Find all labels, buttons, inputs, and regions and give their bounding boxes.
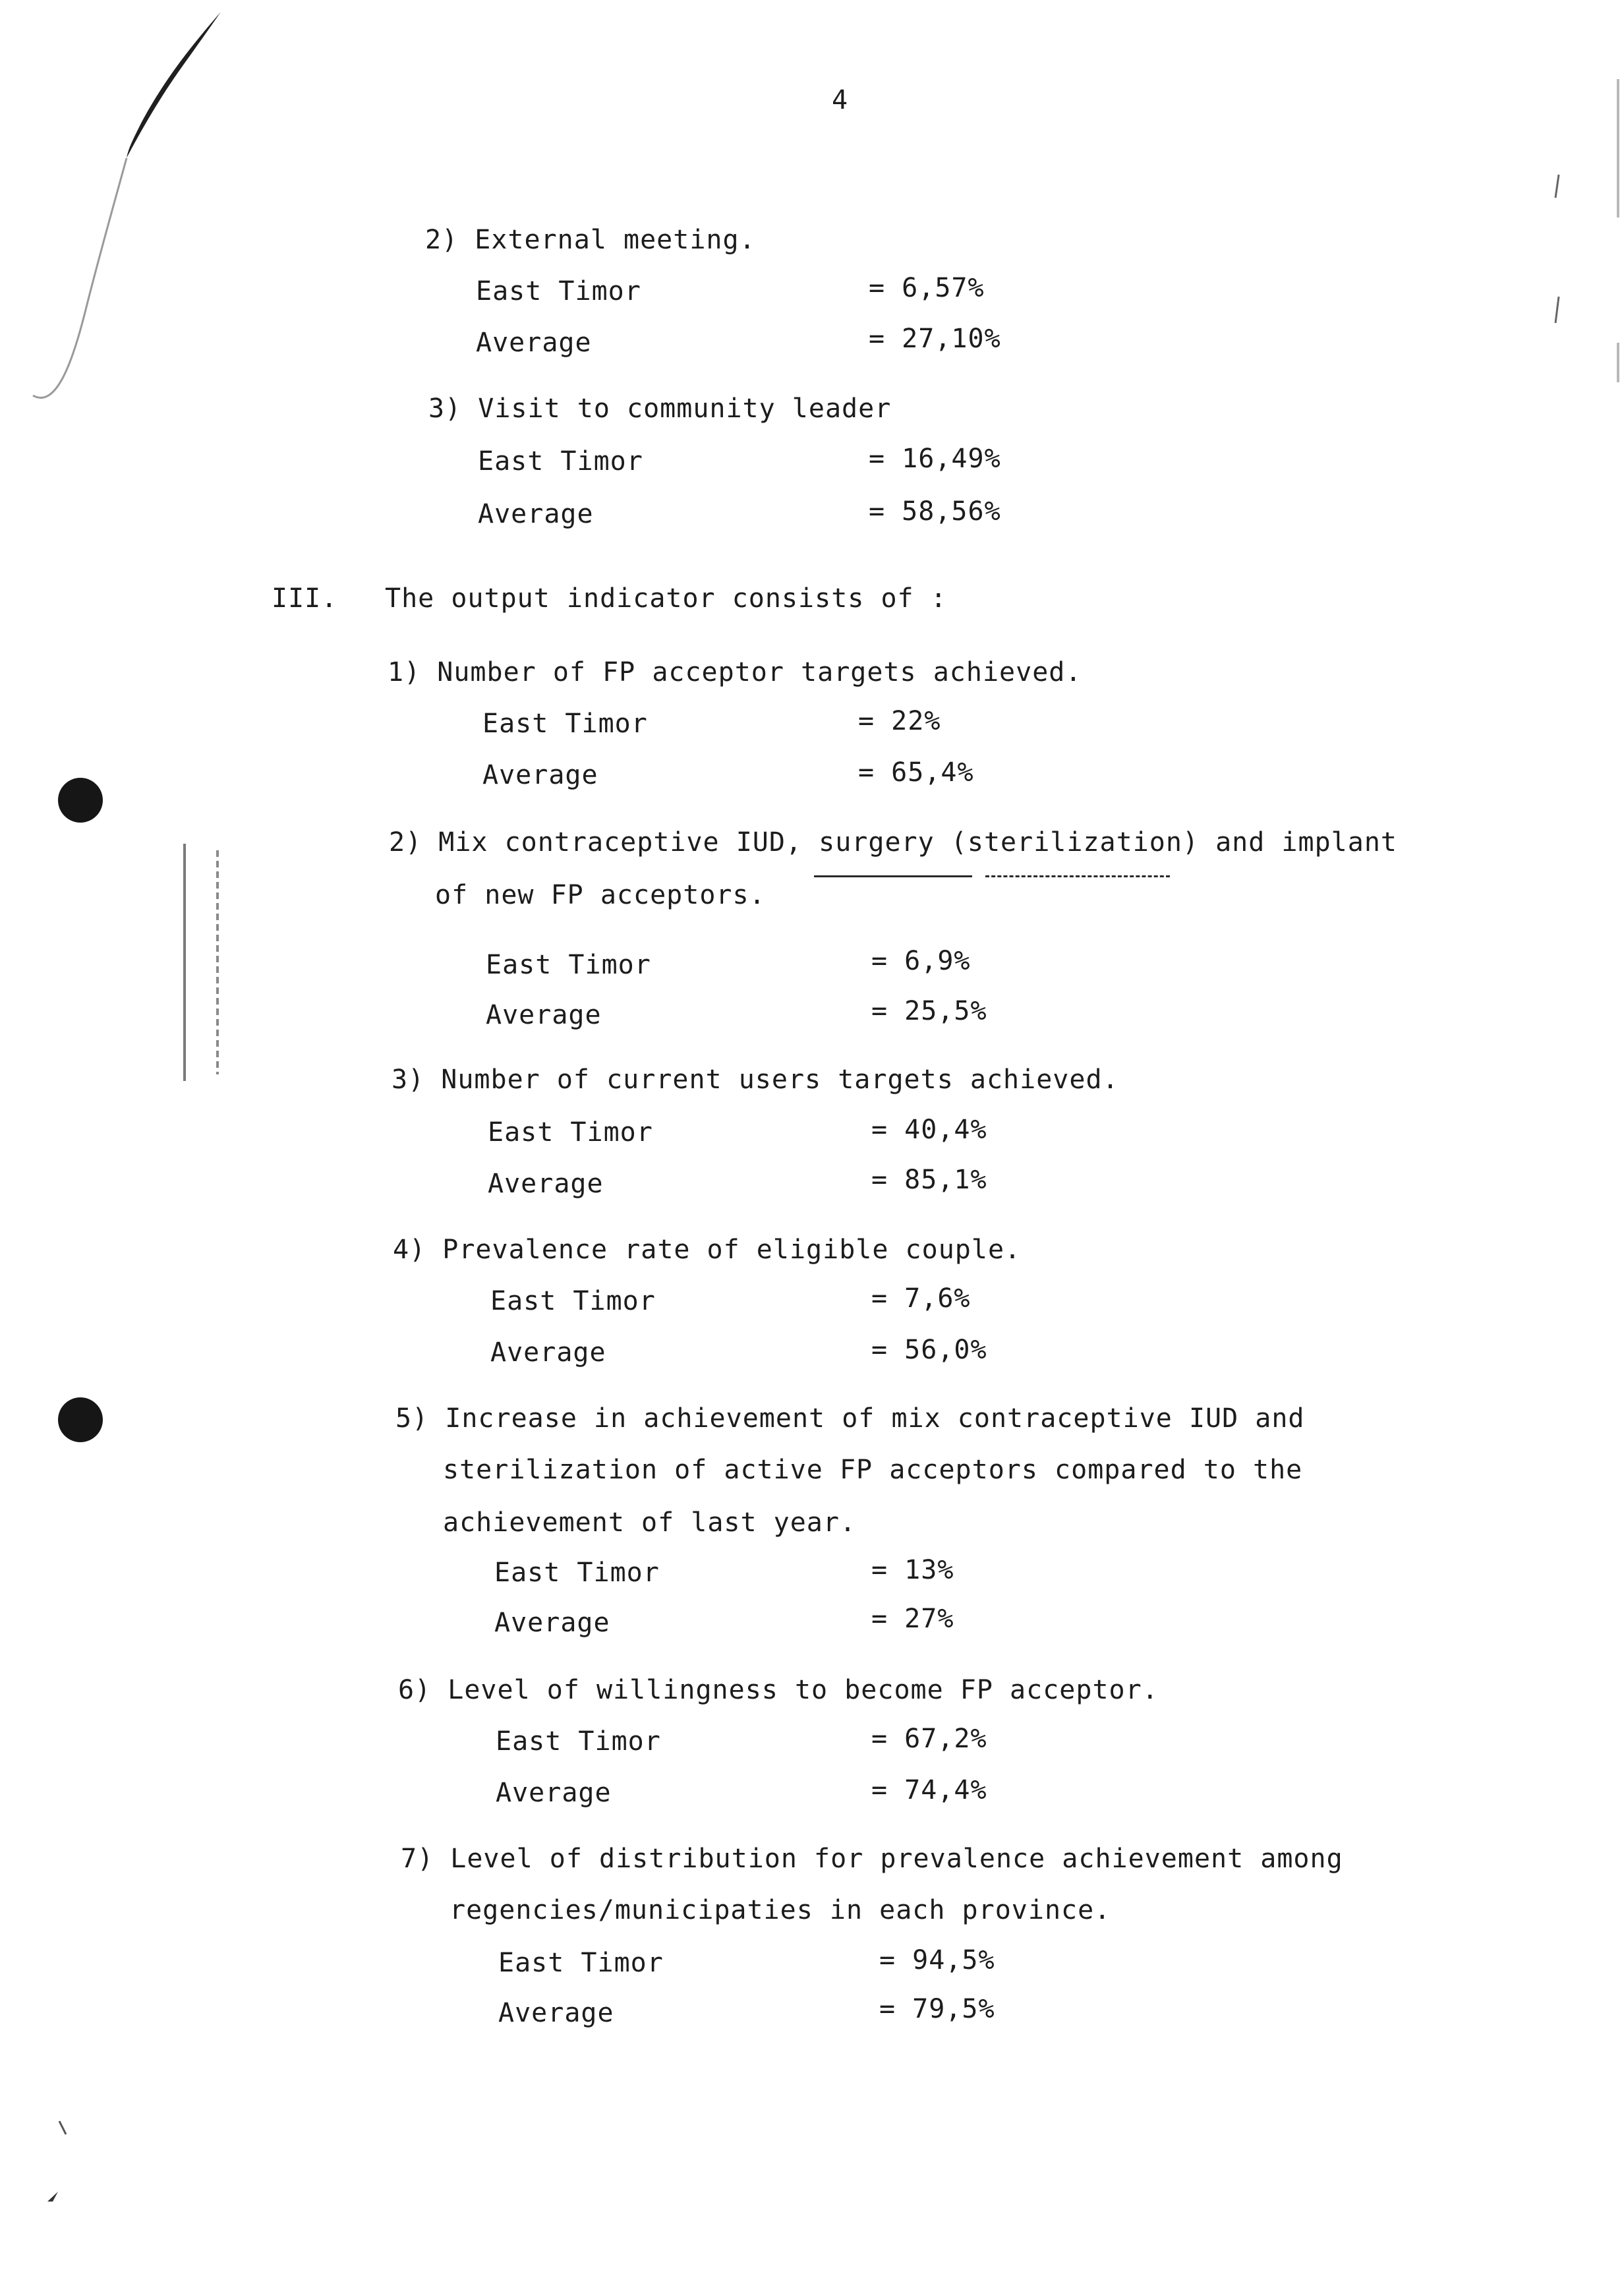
row-label: East Timor (498, 1948, 664, 1978)
row-label: East Timor (482, 709, 648, 739)
pencil-underline (814, 875, 972, 877)
section-numeral: III. (272, 583, 338, 614)
punch-hole (58, 1397, 103, 1442)
row-value: = 13% (871, 1555, 954, 1585)
row-label: Average (490, 1337, 606, 1368)
section-intro: The output indicator consists of : (385, 583, 947, 614)
row-value: = 74,4% (871, 1775, 987, 1805)
row-value: = 22% (858, 706, 941, 736)
row-label: East Timor (478, 446, 643, 477)
row-value: = 6,9% (871, 946, 971, 976)
row-label: East Timor (486, 950, 651, 980)
row-label: Average (478, 499, 594, 529)
row-value: = 85,1% (871, 1165, 987, 1195)
row-value: = 67,2% (871, 1724, 987, 1754)
row-value: = 65,4% (858, 757, 974, 788)
row-value: = 25,5% (871, 996, 987, 1026)
row-label: East Timor (490, 1286, 656, 1316)
row-value: = 7,6% (871, 1283, 971, 1314)
list-item-heading: 5) Increase in achievement of mix contraceptive IUD and (395, 1403, 1305, 1434)
row-value: = 56,0% (871, 1335, 987, 1365)
row-value: = 58,56% (869, 496, 1001, 527)
list-item-heading: 2) Mix contraceptive IUD, surgery (sterilization) and implant (389, 827, 1398, 858)
row-label: Average (486, 1000, 602, 1030)
list-item-heading: 6) Level of willingness to become FP acceptor. (398, 1675, 1159, 1705)
row-label: Average (482, 760, 598, 790)
row-value: = 79,5% (879, 1994, 995, 2024)
row-value: = 6,57% (869, 273, 985, 303)
row-value: = 16,49% (869, 444, 1001, 474)
row-label: Average (488, 1169, 604, 1199)
row-label: Average (496, 1778, 612, 1808)
row-label: East Timor (488, 1117, 653, 1148)
list-item-heading: 3) Visit to community leader (428, 394, 892, 424)
list-item-heading-continued: achievement of last year. (443, 1507, 857, 1538)
list-item-heading-continued: sterilization of active FP acceptors compared to the (443, 1455, 1303, 1485)
row-label: Average (498, 1998, 614, 2028)
row-value: = 27% (871, 1604, 954, 1634)
list-item-heading-continued: regencies/municipaties in each province. (450, 1895, 1111, 1925)
list-item-heading: 4) Prevalence rate of eligible couple. (393, 1235, 1022, 1265)
row-label: East Timor (476, 276, 641, 307)
list-item-heading: 7) Level of distribution for prevalence achievement among (401, 1844, 1343, 1874)
row-label: Average (476, 328, 592, 358)
punch-hole (58, 778, 103, 823)
list-item-heading: 3) Number of current users targets achieved. (392, 1065, 1119, 1095)
list-item-heading-continued: of new FP acceptors. (435, 880, 766, 910)
page-number: 4 (832, 85, 849, 115)
row-label: East Timor (494, 1558, 660, 1588)
pencil-underline (985, 875, 1170, 879)
row-value: = 94,5% (879, 1945, 995, 1975)
list-item-heading: 1) Number of FP acceptor targets achieved. (388, 657, 1082, 687)
row-label: Average (494, 1608, 610, 1638)
list-item-heading: 2) External meeting. (425, 225, 756, 255)
row-value: = 40,4% (871, 1115, 987, 1145)
row-label: East Timor (496, 1726, 661, 1757)
row-value: = 27,10% (869, 324, 1001, 354)
